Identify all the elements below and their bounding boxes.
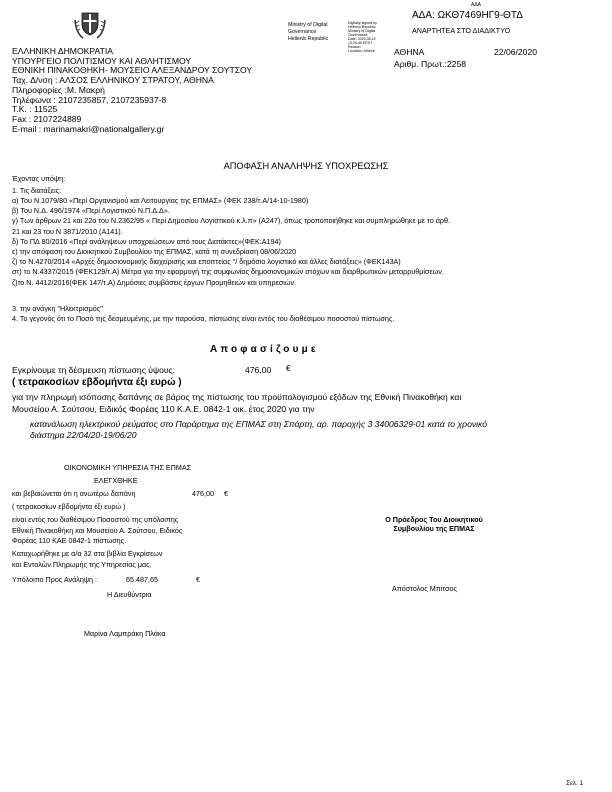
org-block: [12, 47, 252, 134]
mdg-line: Ministry of Digital: [288, 22, 328, 28]
ada-code: ΑΔΑ: ΩΚΘ7469ΗΓ9-ΘΤΔ: [412, 10, 523, 21]
finance-registered: [12, 549, 163, 570]
sig-line: Ministry of Digital: [348, 29, 376, 33]
org-line: Ταχ. Δ/νση : ΑΛΣΟΣ ΕΛΛΗΝΙΚΟΥ ΣΤΡΑΤΟΥ, ΑΘΗΝΑ: [12, 75, 214, 86]
amount-in-words: ( τετρακοσίων εβδομήντα έξι ευρώ ): [12, 377, 182, 388]
registered-line: και Εντολών Πληρωμής της Υπηρεσίας μας.: [12, 559, 152, 569]
provision-item: 21 και 23 του Ν 3871/2010 (Α141).: [12, 226, 123, 236]
document-title: ΑΠΟΦΑΣΗ ΑΝΑΛΗΨΗΣ ΥΠΟΧΡΕΩΣΗΣ: [223, 161, 389, 171]
registered-line: Καταχωρήθηκε με α/α 32 στα βιβλία Εγκρίσεων: [12, 549, 163, 558]
intro: Έχοντας υπόψη:: [12, 174, 66, 183]
fact: 4. Το γεγονός ότι το Ποσό της δεσμευμένης, με την παρούσα, πίστωσης είναι εντός του διαθέσιμου ποσοστού πίστωσης.: [12, 314, 395, 323]
org-line: Πληροφορίες :Μ. Μακρή: [12, 84, 105, 95]
provision-item: δ) Το ΠΔ 80/2016 «Περί ανάληψεων υποχρεώσεων από τους Διατάκτες»(ΦΕΚ:Α194): [12, 236, 281, 246]
purpose-line: για την πληρωμή ισόποσης δαπάνης σε βάρος της πίστωσης του προϋπολογισμού εξόδων της Εθνική Πινακοθήκη και: [12, 392, 462, 402]
finance-certify: και βεβαιώνεται ότι η ανωτέρω δαπάνη: [12, 489, 136, 498]
provisions-heading: 1. Τις διατάξεις:: [12, 186, 62, 195]
provision-item: ζ)το Ν. 4412/2016(ΦΕΚ 147/τ.Α) Δημόσιες συμβάσεις έργων Προμηθειών και υπηρεσιών.: [12, 277, 297, 287]
purpose-line: Μουσείου Α. Σούτσου, Ειδικός Φορέας 110 Κ.Α.Ε. 0842-1 οικ. έτος 2020 για την: [12, 404, 315, 414]
emblem: [73, 7, 107, 41]
sig-line: Digitally signed by: [348, 21, 377, 25]
balance-label: Υπόλοιπο Προς Ανάληψη :: [12, 575, 98, 584]
purpose: [12, 391, 461, 415]
page-number: Σελ. 1: [566, 780, 584, 787]
org-line: Τηλέφωνα : 2107235857, 2107235937-8: [12, 94, 167, 105]
finance-checked: ΕΛΕΓΧΘΗΚΕ: [94, 476, 138, 485]
sig-line: Hellenic Republic: [348, 25, 376, 29]
president-name: Απόστολος Μπίτσος: [392, 584, 457, 593]
provision-item: στ) το Ν.4337/2015 (ΦΕΚ129/τ.Α) Μέτρα για την εφαρμογή της συμφωνίας δημοσιονομικών στόχων και διαρθρωτικών μεταρρυθμίσεων.: [12, 267, 444, 277]
finance-euro: €: [224, 489, 228, 498]
sig-line: Date: 2020.06.22: [348, 37, 376, 41]
provision-item: α) Του Ν.1079/80 «Περί Οργανισμού και Λειτουργίας της ΕΠΜΑΣ» (ΦΕΚ 238/τ.Α/14-10-1980): [12, 196, 309, 205]
provision-item: γ) Των άρθρων 21 και 22ο του Ν.2362/95 « Περί Δημοσίου Λογιστικού κ.λ.π» (Α247), όπως τροποποιήθηκε και συμπληρώθηκε με το άρθ.: [12, 216, 450, 226]
finance-amount-words: ( τετρακοσίων εβδομήντα έξι ευρώ ): [12, 502, 126, 511]
sig-line: Location: Athens: [348, 49, 375, 53]
sig-line: 13:26:46 EEST: [348, 41, 373, 45]
org-line: Τ.Κ. : 11525: [12, 104, 58, 115]
org-line: Fax : 2107224889: [12, 113, 82, 124]
expense-description: [30, 419, 487, 441]
mdg-line: Hellenic Republic: [288, 36, 329, 42]
city: ΑΘΗΝΑ: [394, 47, 425, 57]
finance-line: Εθνική Πινακοθήκη και Μουσείου Α. Σούτσου, Ειδικός: [12, 525, 183, 535]
digital-signature-block: [348, 21, 377, 53]
finance-amount: 476,00: [192, 489, 214, 498]
desc-line: διάστημα 22/04/20-19/06/20: [30, 430, 137, 440]
director-name: Μαρίνα Λαμπράκη Πλάκα: [84, 629, 166, 638]
president-title-line: Συμβουλίου της ΕΠΜΑΣ: [393, 524, 475, 533]
euro-sign: €: [286, 363, 291, 373]
org-line: E-mail : marinamakri@nationalgallery.gr: [12, 123, 165, 134]
mdg-block: [288, 22, 328, 43]
approve-text: Εγκρίνουμε τη δέσμευση πίστωσης ύψους:: [12, 365, 176, 375]
provisions-list: [12, 196, 450, 288]
sig-line: Reason:: [348, 45, 362, 49]
finance-line: Φορέας 110 ΚΑΕ 0842-1 πίστωσης.: [12, 536, 127, 545]
greek-emblem-icon: [73, 7, 107, 41]
desc-line: κατανάλωση ηλεκτρικού ρεύματος στο Παράρτημα της ΕΠΜΑΣ στη Σπάρτη, αρ. παροχής 3 34006329-01 κατά το χρονικό: [30, 419, 488, 429]
org-line: ΕΘΝΙΚΗ ΠΙΝΑΚΟΘΗΚΗ- ΜΟΥΣΕΙΟ ΑΛΕΞΑΝΔΡΟΥ ΣΟΥΤΣΟΥ: [12, 65, 253, 76]
president-title: [354, 515, 514, 533]
org-line: ΥΠΟΥΡΓΕΙΟ ΠΟΛΙΤΙΣΜΟΥ ΚΑΙ ΑΘΛΗΤΙΣΜΟΥ: [12, 55, 192, 66]
protocol-number: Αριθμ. Πρωτ.:2258: [394, 59, 467, 69]
sig-line: Governance: [348, 33, 368, 37]
balance-euro: €: [196, 575, 200, 584]
president-title-line: Ο Πρόεδρος Του Διοικητικού: [385, 515, 483, 524]
finance-line: είναι εντός του διαθέσιμου Ποσοστού της υπόλοιπης: [12, 515, 179, 524]
director-title: Η Διευθύντρια: [107, 590, 152, 599]
amount: 476,00: [245, 365, 272, 375]
finance-lines: [12, 515, 182, 547]
need: 3. την ανάγκη "Ηλεκτρισμός": [12, 304, 103, 313]
ada-small: ΑΔΑ: [471, 2, 482, 8]
provision-item: β) Του Ν.Δ. 496/1974 «Περί Λογιστικού Ν.Π.Δ.Δ».: [12, 206, 170, 216]
balance-value: 65.487,65: [126, 575, 158, 584]
date: 22/06/2020: [494, 47, 538, 57]
provision-item: ζ) το Ν.4270/2014 «Αρχές δημοσιονομικής διαχείρισης και εποπτείας "/ δημόσιο λογιστικό και άλλες διατάξεις» (ΦΕΚ143Α): [12, 257, 401, 267]
posted-online: ΑΝΑΡΤΗΤΕΑ ΣΤΟ ΔΙΑΔΙΚΤΥΟ: [412, 26, 511, 35]
org-line: ΕΛΛΗΝΙΚΗ ΔΗΜΟΚΡΑΤΙΑ: [12, 46, 113, 56]
decision-heading: Αποφασίζουμε: [210, 344, 319, 355]
finance-service: ΟΙΚΟΝΟΜΙΚΗ ΥΠΗΡΕΣΙΑ ΤΗΣ ΕΠΜΑΣ: [64, 463, 192, 472]
provision-item: ε) την απόφαση του Διοικητικού Συμβουλίου της ΕΠΜΑΣ, κατά τη συνεδρίαση 08/06/2020: [12, 247, 297, 257]
mdg-line: Governance: [288, 29, 317, 35]
